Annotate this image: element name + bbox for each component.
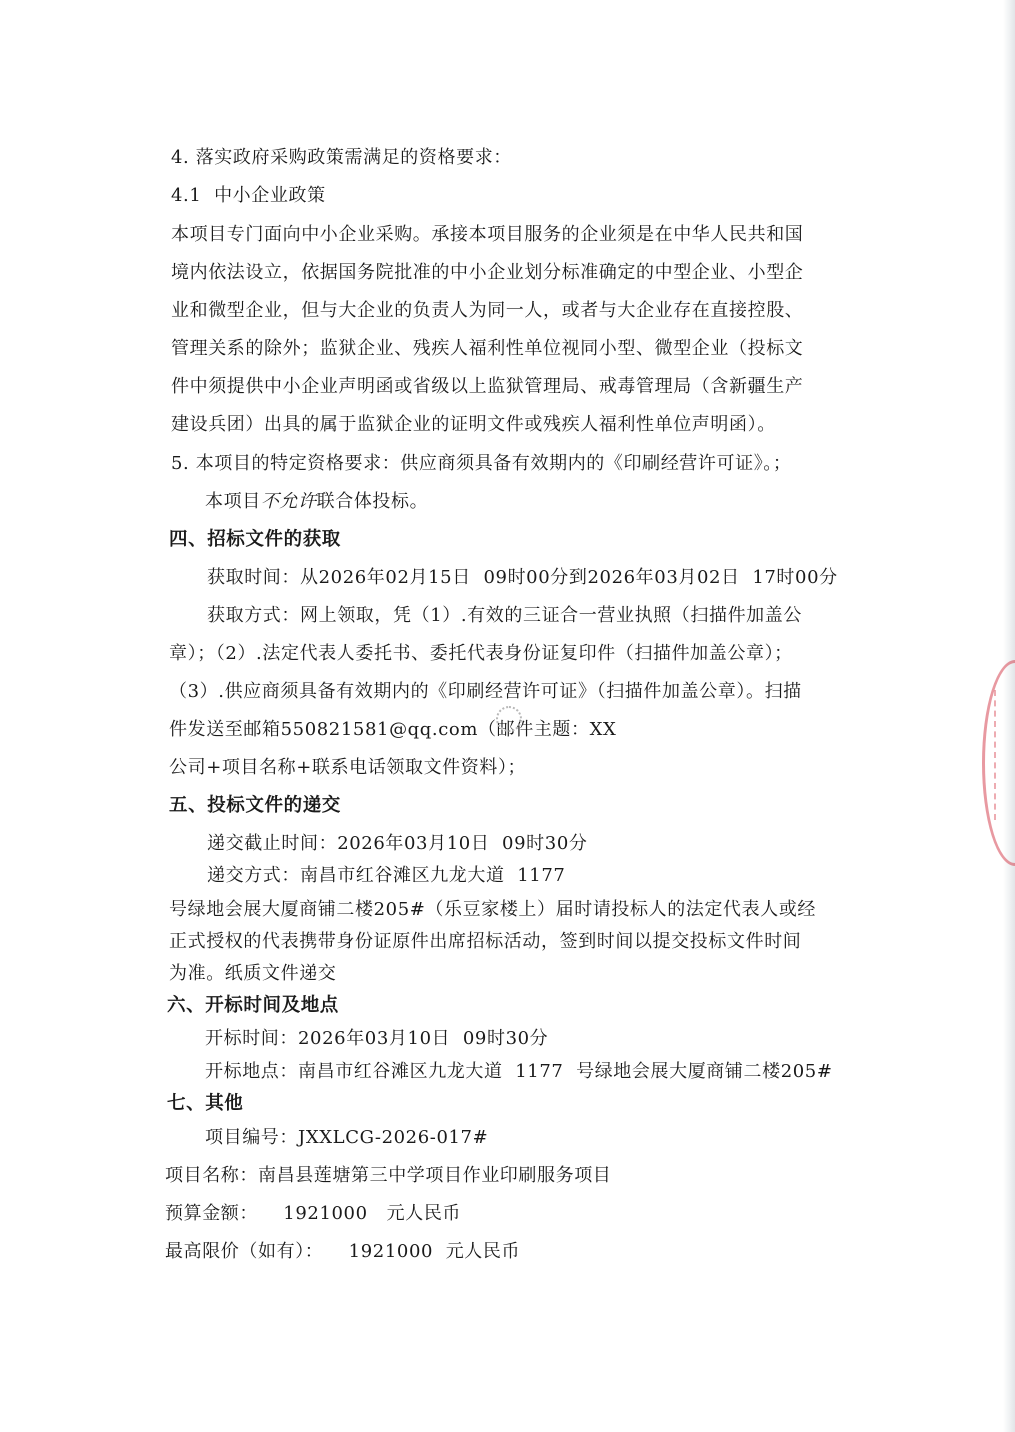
consortium-statement — [205, 490, 428, 514]
submission-deadline: 递交截止时间：2026年03月10日 09时30分 — [207, 833, 588, 854]
paragraph-line: 管理关系的除外；监狱企业、残疾人福利性单位视同小型、微型企业（投标文 — [171, 338, 804, 359]
section-4-title: 4. 落实政府采购政策需满足的资格要求： — [171, 147, 512, 168]
section-4-1-title: 4.1 中小企业政策 — [171, 185, 326, 206]
obtain-method-line: 公司+项目名称+联系电话领取文件资料）； — [169, 757, 527, 778]
project-name: 项目名称：南昌县莲塘第三中学项目作业印刷服务项目 — [165, 1165, 612, 1186]
submission-method-line: 为准。纸质文件递交 — [169, 963, 337, 984]
submission-method-line: 递交方式：南昌市红谷滩区九龙大道 1177 — [207, 865, 566, 886]
consortium-prefix: 本项目 — [205, 491, 261, 512]
section-heading-4: 四、招标文件的获取 — [169, 529, 341, 550]
obtain-method-line: （3）.供应商须具备有效期内的《印刷经营许可证》（扫描件加盖公章）。扫描 — [169, 681, 802, 702]
opening-place: 开标地点：南昌市红谷滩区九龙大道 1177 号绿地会展大厦商铺二楼205# — [205, 1061, 833, 1082]
obtain-time: 获取时间：从2026年02月15日 09时00分到2026年03月02日 17时00分 — [207, 567, 838, 588]
section-5-requirement: 5. 本项目的特定资格要求：供应商须具备有效期内的《印刷经营许可证》。； — [171, 453, 792, 474]
project-number: 项目编号：JXXLCG-2026-017# — [205, 1127, 489, 1148]
opening-time: 开标时间：2026年03月10日 09时30分 — [205, 1028, 549, 1049]
section-heading-5: 五、投标文件的递交 — [169, 795, 341, 816]
submission-method-line: 正式授权的代表携带身份证原件出席招标活动，签到时间以提交投标文件时间 — [169, 931, 802, 952]
submission-method-line: 号绿地会展大厦商铺二楼205#（乐豆家楼上）届时请投标人的法定代表人或经 — [169, 899, 817, 920]
paragraph-line: 本项目专门面向中小企业采购。承接本项目服务的企业须是在中华人民共和国 — [171, 224, 804, 245]
paragraph-line: 业和微型企业，但与大企业的负责人为同一人，或者与大企业存在直接控股、 — [171, 300, 804, 321]
obtain-method-line: 件发送至邮箱550821581@qq.com（邮件主题：XX — [169, 719, 617, 740]
paragraph-line: 件中须提供中小企业声明函或省级以上监狱管理局、戒毒管理局（含新疆生产 — [171, 376, 804, 397]
budget-amount: 预算金额： 1921000 元人民币 — [165, 1203, 462, 1224]
section-heading-7: 七、其他 — [167, 1093, 244, 1114]
section-heading-6: 六、开标时间及地点 — [167, 995, 339, 1016]
obtain-method-line: 章）；（2）.法定代表人委托书、委托代表身份证复印件（扫描件加盖公章）； — [169, 643, 793, 664]
loading-spinner-icon — [496, 706, 522, 732]
consortium-suffix: 联合体投标。 — [316, 491, 429, 512]
paragraph-line: 建设兵团）出具的属于监狱企业的证明文件或残疾人福利性单位声明函）。 — [171, 414, 776, 435]
paragraph-line: 境内依法设立，依据国务院批准的中小企业划分标准确定的中型企业、小型企 — [171, 262, 804, 283]
obtain-method-line: 获取方式：网上领取，凭（1）.有效的三证合一营业执照（扫描件加盖公 — [207, 605, 802, 626]
consortium-not-allowed: 不允许 — [260, 491, 317, 512]
max-price: 最高限价（如有）： 1921000 元人民币 — [165, 1241, 521, 1262]
red-seal-stamp-detail — [994, 690, 1010, 820]
